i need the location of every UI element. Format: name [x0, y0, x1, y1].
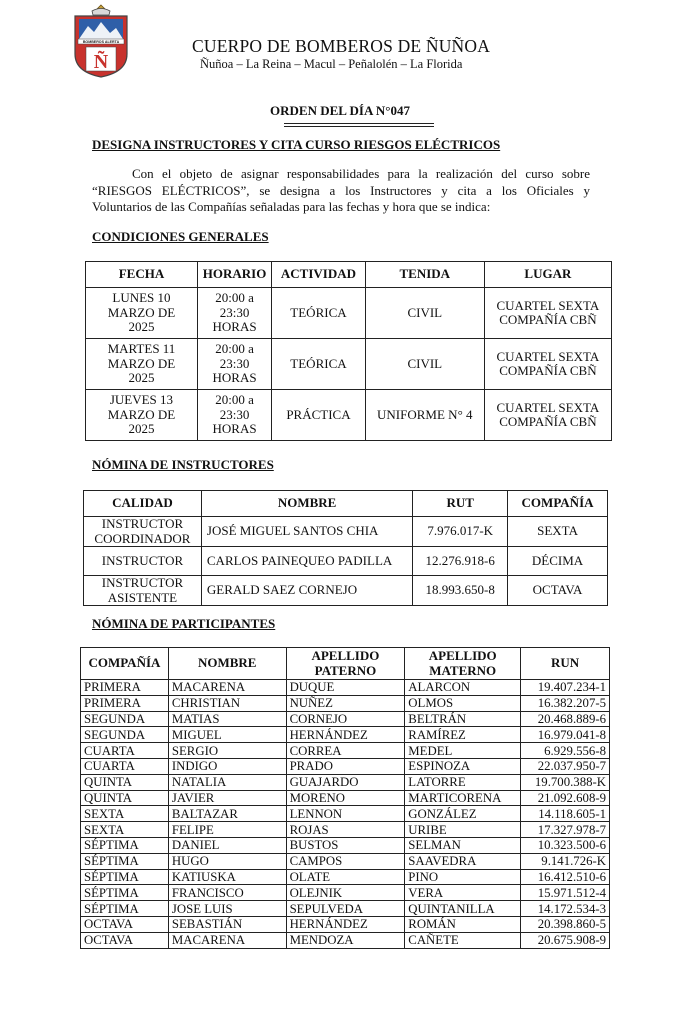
compania-cell: SÉPTIMA	[81, 853, 169, 869]
cell-line: HORAS	[212, 421, 257, 437]
calidad-cell	[84, 517, 202, 547]
cell-line: APELLIDO	[311, 648, 380, 663]
table-row	[86, 339, 612, 390]
horario-cell	[197, 339, 271, 390]
cell-line: HORAS	[212, 370, 257, 386]
nombre-cell: GERALD SAEZ CORNEJO	[201, 576, 412, 606]
apellido-paterno-cell: CORREA	[286, 743, 405, 759]
cell-line: APELLIDO	[428, 648, 497, 663]
rut-cell: 12.276.918-6	[413, 547, 508, 576]
cell-line: 20:00 a	[215, 392, 254, 408]
lugar-cell	[484, 339, 611, 390]
run-cell: 10.323.500-6	[521, 837, 610, 853]
intro-line: Voluntarios de las Compañías señaladas para las fechas y hora que se indica:	[92, 199, 491, 214]
column-header: CALIDAD	[84, 491, 202, 517]
horario-cell	[197, 288, 271, 339]
apellido-paterno-cell: ROJAS	[286, 822, 405, 838]
run-cell: 9.141.726-K	[521, 853, 610, 869]
nombre-cell: INDIGO	[168, 758, 286, 774]
intro-line: “RIESGOS ELÉCTRICOS”, se designa a los Instructores y cita a los Oficiales y	[92, 182, 590, 198]
compania-cell: QUINTA	[81, 774, 169, 790]
cell-line: 2025	[128, 370, 155, 386]
nombre-cell: HUGO	[168, 853, 286, 869]
column-header: LUGAR	[484, 262, 611, 288]
cell-line: COMPAÑÍA CBÑ	[499, 363, 597, 378]
apellido-materno-cell: ROMÁN	[405, 916, 521, 932]
table-row	[81, 790, 610, 806]
cell-line: ASISTENTE	[107, 589, 178, 605]
fecha-cell	[86, 390, 198, 441]
cell-line: COORDINADOR	[94, 530, 191, 546]
participants-heading: NÓMINA DE PARTICIPANTES	[92, 616, 276, 631]
column-header: TENIDA	[365, 262, 484, 288]
table-row	[81, 885, 610, 901]
nombre-cell: DANIEL	[168, 837, 286, 853]
table-header-row	[86, 262, 612, 288]
apellido-paterno-cell: CORNEJO	[286, 711, 405, 727]
tenida-cell: UNIFORME N° 4	[365, 390, 484, 441]
organization-title: CUERPO DE BOMBEROS DE ÑUÑOA	[192, 36, 491, 56]
cell-line: PATERNO	[314, 662, 377, 678]
cell-line: MARZO DE	[107, 355, 176, 371]
run-cell: 16.979.041-8	[521, 727, 610, 743]
nombre-cell: CHRISTIAN	[168, 695, 286, 711]
run-cell: 19.700.388-K	[521, 774, 610, 790]
apellido-materno-cell: GONZÁLEZ	[405, 806, 521, 822]
order-title: ORDEN DEL DÍA N°047	[270, 103, 410, 118]
column-header: ACTIVIDAD	[272, 262, 366, 288]
apellido-paterno-cell: OLEJNIK	[286, 885, 405, 901]
logo-letter: Ñ	[93, 51, 109, 73]
apellido-materno-cell: PINO	[405, 869, 521, 885]
nombre-cell: NATALIA	[168, 774, 286, 790]
run-cell: 14.172.534-3	[521, 901, 610, 917]
cell-line: MARZO DE	[107, 304, 176, 320]
cell-line: 23:30	[219, 406, 250, 422]
apellido-materno-cell: URIBE	[405, 822, 521, 838]
rut-cell: 18.993.650-8	[413, 576, 508, 606]
run-cell: 16.382.207-5	[521, 695, 610, 711]
cell-line: LUNES 10	[112, 290, 171, 306]
table-row	[81, 695, 610, 711]
apellido-paterno-cell: NUÑEZ	[286, 695, 405, 711]
apellido-materno-cell: MEDEL	[405, 743, 521, 759]
compania-cell: OCTAVA	[81, 932, 169, 948]
tenida-cell: CIVIL	[365, 339, 484, 390]
compania-cell: CUARTA	[81, 758, 169, 774]
compania-cell: QUINTA	[81, 790, 169, 806]
apellido-materno-cell: CAÑETE	[405, 932, 521, 948]
cell-line: 20:00 a	[215, 341, 254, 357]
apellido-materno-cell: OLMOS	[405, 695, 521, 711]
run-cell: 6.929.556-8	[521, 743, 610, 759]
table-header-row	[84, 491, 608, 517]
table-row	[81, 727, 610, 743]
cell-line: MARTES 11	[107, 341, 176, 357]
cell-line: MATERNO	[429, 662, 497, 678]
table-row	[81, 680, 610, 696]
subject-heading: DESIGNA INSTRUCTORES Y CITA CURSO RIESGOS ELÉCTRICOS	[92, 137, 501, 152]
calidad-cell	[84, 547, 202, 576]
compania-cell: SEXTA	[81, 822, 169, 838]
fecha-cell	[86, 339, 198, 390]
cell-line: CUARTEL SEXTA	[496, 399, 600, 415]
column-header: RUT	[413, 491, 508, 517]
run-cell: 20.468.889-6	[521, 711, 610, 727]
lugar-cell	[484, 288, 611, 339]
compania-cell: SÉPTIMA	[81, 885, 169, 901]
apellido-materno-cell: SELMAN	[405, 837, 521, 853]
compania-cell: CUARTA	[81, 743, 169, 759]
nombre-cell: MATIAS	[168, 711, 286, 727]
actividad-cell: PRÁCTICA	[272, 390, 366, 441]
cell-line: 20:00 a	[215, 290, 254, 306]
compania-cell: PRIMERA	[81, 680, 169, 696]
column-header: COMPAÑÍA	[508, 491, 608, 517]
table-row	[81, 743, 610, 759]
horario-cell	[197, 390, 271, 441]
table-row	[81, 916, 610, 932]
apellido-materno-cell: SAAVEDRA	[405, 853, 521, 869]
column-header	[81, 648, 169, 680]
instructors-table	[83, 490, 608, 606]
cell-line: HORAS	[212, 319, 257, 335]
apellido-paterno-cell: HERNÁNDEZ	[286, 727, 405, 743]
fecha-cell	[86, 288, 198, 339]
run-cell: 17.327.978-7	[521, 822, 610, 838]
compania-cell: SEXTA	[508, 517, 608, 547]
apellido-paterno-cell: MENDOZA	[286, 932, 405, 948]
run-cell: 20.675.908-9	[521, 932, 610, 948]
compania-cell: OCTAVA	[81, 916, 169, 932]
apellido-materno-cell: RAMÍREZ	[405, 727, 521, 743]
compania-cell: SÉPTIMA	[81, 869, 169, 885]
cell-line: JUEVES 13	[109, 392, 174, 408]
calidad-cell	[84, 576, 202, 606]
run-cell: 22.037.950-7	[521, 758, 610, 774]
nombre-cell: SEBASTIÁN	[168, 916, 286, 932]
cell-line: CUARTEL SEXTA	[496, 297, 600, 313]
column-header: FECHA	[86, 262, 198, 288]
nombre-cell: JOSE LUIS	[168, 901, 286, 917]
compania-cell: DÉCIMA	[508, 547, 608, 576]
cell-line: RUN	[550, 655, 580, 671]
cell-line: NOMBRE	[197, 655, 257, 671]
apellido-paterno-cell: BUSTOS	[286, 837, 405, 853]
apellido-paterno-cell: HERNÁNDEZ	[286, 916, 405, 932]
title-double-rule	[284, 123, 434, 127]
apellido-paterno-cell: GUAJARDO	[286, 774, 405, 790]
instructors-heading: NÓMINA DE INSTRUCTORES	[92, 457, 274, 472]
apellido-materno-cell: QUINTANILLA	[405, 901, 521, 917]
run-cell: 20.398.860-5	[521, 916, 610, 932]
run-cell: 21.092.608-9	[521, 790, 610, 806]
table-row	[84, 547, 608, 576]
cell-line: 23:30	[219, 355, 250, 371]
cell-line: INSTRUCTOR	[101, 516, 184, 531]
compania-cell: SEGUNDA	[81, 727, 169, 743]
column-header: NOMBRE	[201, 491, 412, 517]
intro-paragraph	[92, 166, 590, 216]
nombre-cell: MIGUEL	[168, 727, 286, 743]
apellido-paterno-cell: CAMPOS	[286, 853, 405, 869]
apellido-paterno-cell: LENNON	[286, 806, 405, 822]
nombre-cell: JAVIER	[168, 790, 286, 806]
nombre-cell: MACARENA	[168, 680, 286, 696]
run-cell: 16.412.510-6	[521, 869, 610, 885]
actividad-cell: TEÓRICA	[272, 339, 366, 390]
table-row	[81, 758, 610, 774]
apellido-materno-cell: MARTICORENA	[405, 790, 521, 806]
cell-line: 2025	[128, 421, 155, 437]
compania-cell: SÉPTIMA	[81, 837, 169, 853]
intro-line: Con el objeto de asignar responsabilidades para la realización del curso sobre	[132, 166, 590, 181]
nombre-cell: BALTAZAR	[168, 806, 286, 822]
rut-cell: 7.976.017-K	[413, 517, 508, 547]
run-cell: 14.118.605-1	[521, 806, 610, 822]
run-cell: 15.971.512-4	[521, 885, 610, 901]
apellido-materno-cell: LATORRE	[405, 774, 521, 790]
compania-cell: SEGUNDA	[81, 711, 169, 727]
compania-cell: PRIMERA	[81, 695, 169, 711]
table-row	[81, 869, 610, 885]
nombre-cell: FELIPE	[168, 822, 286, 838]
column-header	[405, 648, 521, 680]
column-header	[168, 648, 286, 680]
run-cell: 19.407.234-1	[521, 680, 610, 696]
table-row	[81, 837, 610, 853]
conditions-table	[85, 261, 612, 441]
apellido-paterno-cell: SEPULVEDA	[286, 901, 405, 917]
cell-line: 23:30	[219, 304, 250, 320]
participants-table	[80, 647, 610, 949]
column-header	[521, 648, 610, 680]
shield-logo	[72, 4, 130, 78]
apellido-materno-cell: BELTRÁN	[405, 711, 521, 727]
lugar-cell	[484, 390, 611, 441]
compania-cell: SÉPTIMA	[81, 901, 169, 917]
nombre-cell: KATIUSKA	[168, 869, 286, 885]
cell-line: COMPAÑÍA	[88, 655, 161, 671]
cell-line: INSTRUCTOR	[101, 552, 184, 568]
column-header	[286, 648, 405, 680]
cell-line: MARZO DE	[107, 406, 176, 422]
nombre-cell: JOSÉ MIGUEL SANTOS CHIA	[201, 517, 412, 547]
conditions-heading: CONDICIONES GENERALES	[92, 229, 269, 244]
compania-cell: OCTAVA	[508, 576, 608, 606]
cell-line: COMPAÑÍA CBÑ	[499, 414, 597, 429]
apellido-paterno-cell: DUQUE	[286, 680, 405, 696]
table-row	[81, 932, 610, 948]
apellido-materno-cell: ALARCON	[405, 680, 521, 696]
nombre-cell: SERGIO	[168, 743, 286, 759]
apellido-paterno-cell: PRADO	[286, 758, 405, 774]
cell-line: 2025	[128, 319, 155, 335]
tenida-cell: CIVIL	[365, 288, 484, 339]
table-row	[81, 853, 610, 869]
apellido-materno-cell: ESPINOZA	[405, 758, 521, 774]
apellido-paterno-cell: OLATE	[286, 869, 405, 885]
compania-cell: SEXTA	[81, 806, 169, 822]
nombre-cell: CARLOS PAINEQUEO PADILLA	[201, 547, 412, 576]
table-row	[84, 576, 608, 606]
organization-communes: Ñuñoa – La Reina – Macul – Peñalolén – La Florida	[200, 57, 463, 71]
table-row	[81, 774, 610, 790]
table-header-row	[81, 648, 610, 680]
table-row	[86, 288, 612, 339]
logo-banner-text: BOMBEROS ALERTA	[82, 40, 120, 45]
nombre-cell: MACARENA	[168, 932, 286, 948]
nombre-cell: FRANCISCO	[168, 885, 286, 901]
cell-line: COMPAÑÍA CBÑ	[499, 312, 597, 327]
table-row	[84, 517, 608, 547]
table-row	[81, 901, 610, 917]
table-row	[81, 822, 610, 838]
column-header: HORARIO	[197, 262, 271, 288]
cell-line: CUARTEL SEXTA	[496, 348, 600, 364]
apellido-paterno-cell: MORENO	[286, 790, 405, 806]
table-row	[81, 806, 610, 822]
cell-line: INSTRUCTOR	[101, 575, 184, 590]
table-row	[86, 390, 612, 441]
actividad-cell: TEÓRICA	[272, 288, 366, 339]
table-row	[81, 711, 610, 727]
apellido-materno-cell: VERA	[405, 885, 521, 901]
